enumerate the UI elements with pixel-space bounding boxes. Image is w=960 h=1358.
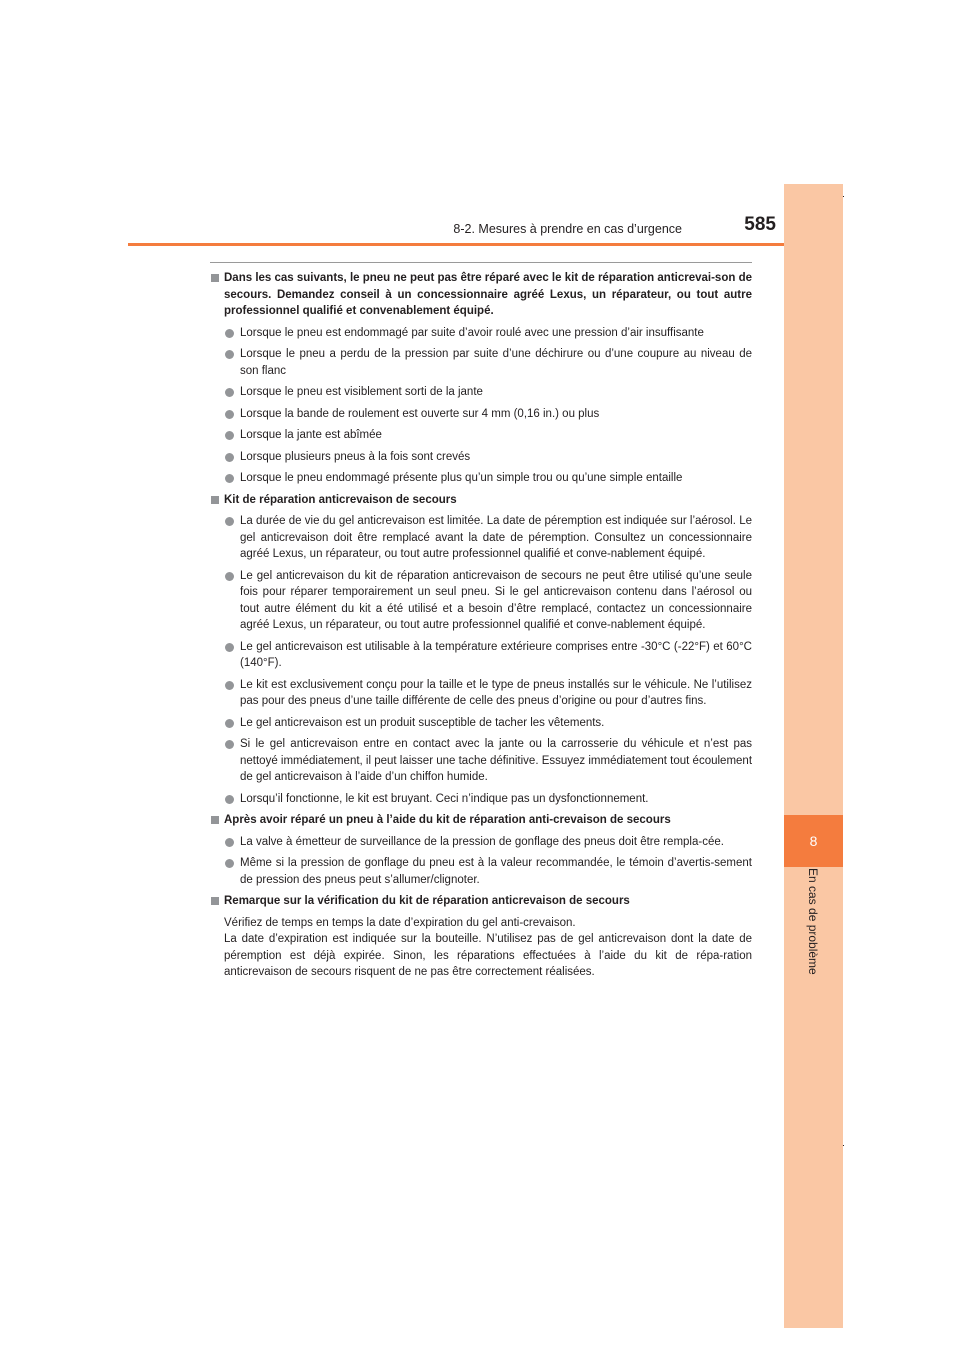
square-bullet-icon — [211, 897, 219, 905]
paragraph-line: La date d’expiration est indiquée sur la bouteille. N’utilisez pas de gel anticrevaison dont la date de péremption est déjà expirée. Sinon, les réparations effectuées à l’aide du kit de répa-ration anticrevaison de secours risquent de ne pas être correctement réalisées. — [224, 933, 752, 978]
round-bullet-icon — [225, 410, 234, 419]
list-item: Lorsque le pneu endommagé présente plus qu’un simple trou ou qu’une simple entaille — [210, 470, 752, 487]
square-bullet-icon — [211, 816, 219, 824]
round-bullet-icon — [225, 474, 234, 483]
round-bullet-icon — [225, 740, 234, 749]
chapter-sidebar — [784, 184, 843, 1328]
round-bullet-icon — [225, 517, 234, 526]
list-item: Même si la pression de gonflage du pneu est à la valeur recommandée, le témoin d’avertis-sement de pression des pneus peut s’allumer/clignoter. — [210, 855, 752, 888]
list-item: Lorsque le pneu a perdu de la pression par suite d’une déchirure ou d’une coupure au niveau de son flanc — [210, 346, 752, 379]
list-item: Lorsque la bande de roulement est ouverte sur 4 mm (0,16 in.) ou plus — [210, 406, 752, 423]
list-item: Si le gel anticrevaison entre en contact avec la jante ou la carrosserie du véhicule et n’est pas nettoyé immédiatement, il peut laisser une tache définitive. Essuyez immédiatement tout écoulement de gel anticrevaison à l’aide d’un chiffon humide. — [210, 736, 752, 786]
page-content — [210, 270, 752, 981]
section-heading: Dans les cas suivants, le pneu ne peut pas être réparé avec le kit de réparation anticrevai-son de secours. Demandez conseil à un concessionnaire agréé Lexus, un réparateur, ou tout autre professionnel qualifié et convenablement équipé. — [210, 270, 752, 320]
round-bullet-icon — [225, 453, 234, 462]
list-item: Le gel anticrevaison est utilisable à la température extérieure comprises entre -30°C (-22°F) et 60°C (140°F). — [210, 639, 752, 672]
list-item: La durée de vie du gel anticrevaison est limitée. La date de péremption est indiquée sur l’aérosol. Le gel anticrevaison doit être remplacé avant la date de péremption. Consultez un concessionnaire agréé Lexus, un réparateur, ou tout autre professionnel qualifié et conve-nablement équipé. — [210, 513, 752, 563]
list-item: Lorsque le pneu est visiblement sorti de la jante — [210, 384, 752, 401]
page-number: 585 — [744, 214, 776, 235]
bullet-list — [210, 513, 752, 807]
list-item: Lorsqu’il fonctionne, le kit est bruyant. Ceci n’indique pas un dysfonctionnement. — [210, 791, 752, 808]
chapter-number-tab: 8 — [784, 815, 843, 867]
round-bullet-icon — [225, 859, 234, 868]
bullet-list — [210, 325, 752, 487]
round-bullet-icon — [225, 719, 234, 728]
round-bullet-icon — [225, 795, 234, 804]
list-item: Lorsque le pneu est endommagé par suite d’avoir roulé avec une pression d’air insuffisante — [210, 325, 752, 342]
section-heading: Remarque sur la vérification du kit de réparation anticrevaison de secours — [210, 893, 752, 910]
section-heading: Après avoir réparé un pneu à l’aide du kit de réparation anti-crevaison de secours — [210, 812, 752, 829]
round-bullet-icon — [225, 431, 234, 440]
list-item: Lorsque plusieurs pneus à la fois sont crevés — [210, 449, 752, 466]
round-bullet-icon — [225, 329, 234, 338]
square-bullet-icon — [211, 274, 219, 282]
round-bullet-icon — [225, 572, 234, 581]
header-rule — [128, 243, 784, 246]
note-paragraph — [210, 915, 752, 981]
round-bullet-icon — [225, 643, 234, 652]
list-item: La valve à émetteur de surveillance de la pression de gonflage des pneus doit être rempla-cée. — [210, 834, 752, 851]
round-bullet-icon — [225, 681, 234, 690]
list-item: Lorsque la jante est abîmée — [210, 427, 752, 444]
header-section-title: 8-2. Mesures à prendre en cas d’urgence — [453, 222, 682, 236]
section-heading: Kit de réparation anticrevaison de secours — [210, 492, 752, 509]
paragraph-line: Vérifiez de temps en temps la date d’expiration du gel anti-crevaison. — [224, 916, 576, 929]
round-bullet-icon — [225, 388, 234, 397]
round-bullet-icon — [225, 838, 234, 847]
round-bullet-icon — [225, 350, 234, 359]
square-bullet-icon — [211, 496, 219, 504]
list-item: Le gel anticrevaison du kit de réparation anticrevaison de secours ne peut être utilisé qu’une seule fois pour réparer temporairement un seul pneu. Si le gel anticrevaison contenu dans l’aérosol ou tout autre élément du kit a été utilisé et a besoin d’être remplacé, contactez un concessionnaire agréé Lexus, un réparateur, ou tout autre professionnel qualifié et conve-nablement équipé. — [210, 568, 752, 634]
chapter-title: En cas de problème — [806, 868, 820, 975]
bullet-list — [210, 834, 752, 889]
list-item: Le gel anticrevaison est un produit susceptible de tacher les vêtements. — [210, 715, 752, 732]
list-item: Le kit est exclusivement conçu pour la taille et le type de pneus installés sur le véhicule. Ne l’utilisez pas pour des pneus d’une taille différente de celle des pneus d’origine ou pour d’autres fins. — [210, 677, 752, 710]
content-top-rule — [210, 262, 752, 263]
